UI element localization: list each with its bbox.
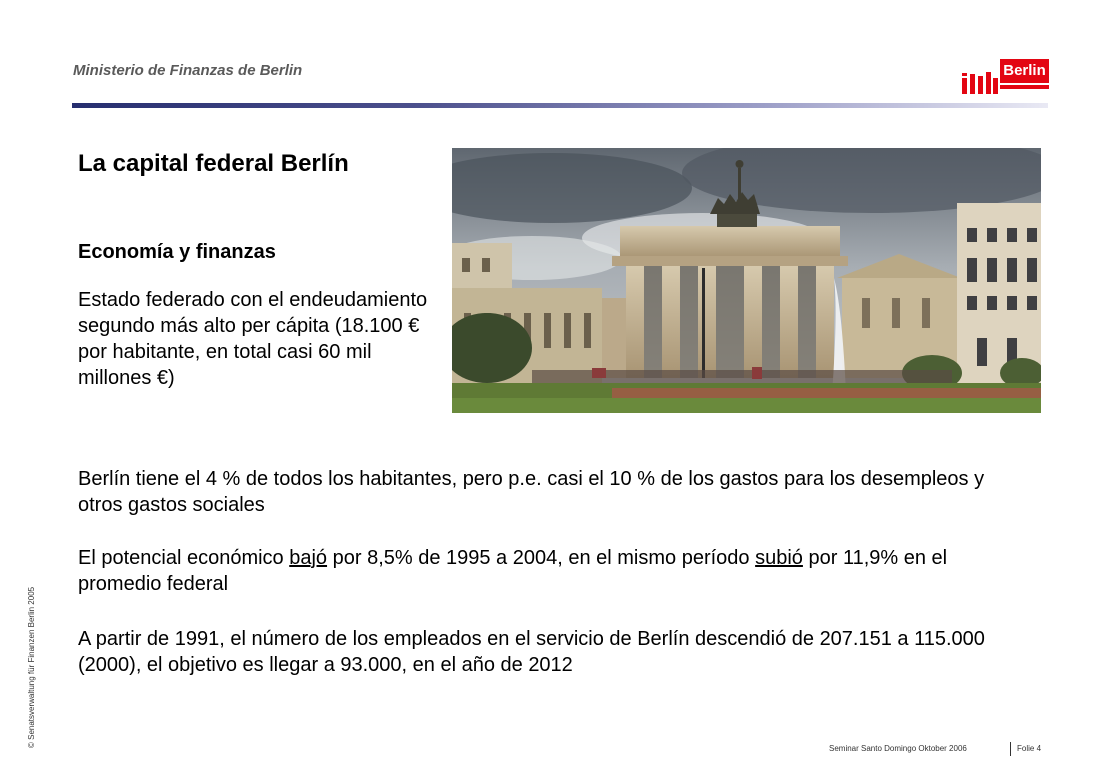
paragraph-economic-potential (78, 545, 998, 597)
slide-number: Folie 4 (1017, 744, 1042, 753)
brandenburg-gate-illustration (452, 148, 1041, 413)
paragraph-debt: Estado federado con el endeudamiento segundo más alto per cápita (18.100 € por habitante, en total casi 60 mil millones €) (78, 289, 428, 389)
paragraph-text: por 8,5% de 1995 a 2004, en el mismo período (327, 547, 756, 569)
berlin-logo (962, 59, 1049, 94)
paragraph-text: por 11,9% en el promedio federal (78, 547, 948, 595)
paragraph-employees: A partir de 1991, el número de los empleados en el servicio de Berlín descendió de 207.151 a 115.000 (2000), el objetivo es llegar a 93.000, en el año de 2012 (78, 628, 985, 676)
paragraph-text: El potencial económico (78, 547, 290, 569)
header-title: Ministerio de Finanzas de Berlin (73, 62, 303, 79)
berlin-logo-text: Berlin (1000, 59, 1049, 83)
berlin-logo-bars-icon (962, 70, 998, 94)
section-heading: Economía y finanzas (78, 241, 276, 263)
underlined-word-bajo: bajó (289, 547, 328, 569)
header-rule (72, 103, 1048, 108)
copyright-notice: © Senatsverwaltung für Finanzen Berlin 2005 (27, 586, 36, 748)
brandenburg-gate-photo (452, 148, 1041, 413)
underlined-word-subio: subió (755, 547, 803, 569)
footer-seminar: Seminar Santo Domingo Oktober 2006 (829, 744, 967, 753)
footer-divider (1010, 742, 1011, 756)
page-title: La capital federal Berlín (78, 150, 349, 177)
paragraph-inhabitants: Berlín tiene el 4 % de todos los habitantes, pero p.e. casi el 10 % de los gastos para los desempleos y otros gastos sociales (78, 468, 985, 516)
berlin-logo-underline (1000, 85, 1049, 89)
